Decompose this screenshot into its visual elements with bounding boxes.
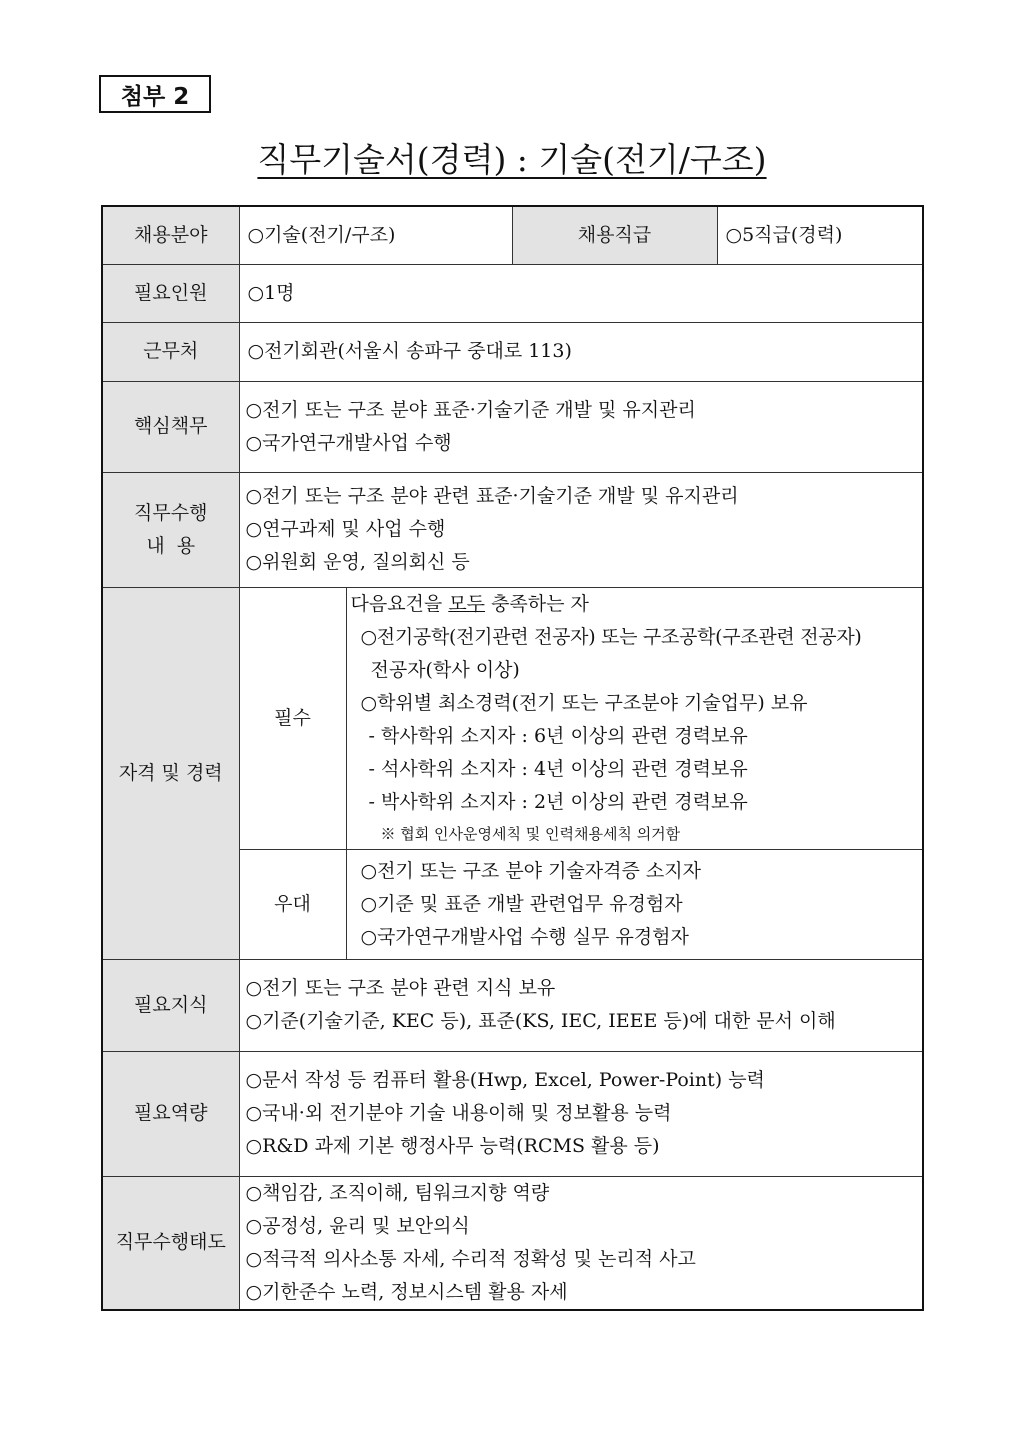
attitude-label: 직무수행태도: [102, 1176, 239, 1310]
required-intro: [351, 588, 923, 621]
list-item: ○국가연구개발사업 수행: [245, 431, 452, 454]
list-item: ○전기 또는 구조 분야 관련 지식 보유: [245, 977, 556, 999]
row-headcount: [102, 264, 923, 322]
list-item: ○전기공학(전기관련 전공자) 또는 구조공학(구조관련 전공자): [360, 625, 862, 648]
competency-value: [239, 1051, 923, 1176]
list-item: ○R&D 과제 기본 행정사무 능력(RCMS 활용 등): [245, 1135, 660, 1157]
required-label: 필수: [239, 587, 346, 849]
workplace-label: 근무처: [102, 322, 239, 381]
list-item: ○국가연구개발사업 수행 실무 유경험자: [360, 925, 689, 948]
core-duties-value: [239, 381, 923, 472]
job-content-label: [102, 472, 239, 587]
attitude-value: [239, 1176, 923, 1310]
list-item: - 박사학위 소지자 : 2년 이상의 관련 경력보유: [368, 790, 748, 813]
list-item: ○연구과제 및 사업 수행: [245, 518, 446, 540]
preferred-label: 우대: [239, 849, 346, 959]
job-content-label-line2: 내 용: [146, 534, 196, 557]
row-core-duties: [102, 381, 923, 472]
workplace-value: ○전기회관(서울시 송파구 중대로 113): [239, 322, 923, 381]
required-intro-suffix: 충족하는 자: [485, 592, 589, 615]
row-workplace: [102, 322, 923, 381]
knowledge-value: [239, 959, 923, 1051]
qualification-label: 자격 및 경력: [102, 587, 239, 959]
list-item: ○위원회 운영, 질의회신 등: [245, 551, 470, 573]
headcount-value: ○1명: [239, 264, 923, 322]
grade-label: 채용직급: [512, 206, 717, 264]
row-competency: [102, 1051, 923, 1176]
document-title-text: 직무기술서(경력) : 기술(전기/구조): [257, 140, 767, 179]
list-item: ○전기 또는 구조 분야 기술자격증 소지자: [360, 859, 701, 882]
preferred-value: [346, 849, 923, 959]
row-knowledge: [102, 959, 923, 1051]
list-item: ○공정성, 윤리 및 보안의식: [245, 1214, 470, 1237]
required-note: ※ 협회 인사운영세칙 및 인력채용세칙 의거함: [380, 824, 681, 843]
list-item: - 석사학위 소지자 : 4년 이상의 관련 경력보유: [368, 757, 748, 780]
grade-value: ○5직급(경력): [717, 206, 923, 264]
job-content-label-line1: 직무수행: [134, 501, 208, 524]
list-item: ○기준(기술기준, KEC 등), 표준(KS, IEC, IEEE 등)에 대한 문서 이해: [245, 1010, 836, 1032]
job-description-table: [101, 205, 924, 1311]
job-content-value: [239, 472, 923, 587]
list-item: ○학위별 최소경력(전기 또는 구조분야 기술업무) 보유: [360, 691, 808, 714]
document-title: [0, 138, 1024, 182]
required-intro-prefix: 다음요건을: [350, 592, 449, 615]
required-intro-emphasis: 모두: [448, 592, 486, 615]
list-item: ○책임감, 조직이해, 팀워크지향 역량: [245, 1181, 550, 1204]
core-duties-label: 핵심책무: [102, 381, 239, 472]
list-item: ○기한준수 노력, 정보시스템 활용 자세: [245, 1280, 568, 1303]
headcount-label: 필요인원: [102, 264, 239, 322]
field-label: 채용분야: [102, 206, 239, 264]
list-item: ○전기 또는 구조 분야 관련 표준·기술기준 개발 및 유지관리: [245, 485, 739, 507]
list-item: ○기준 및 표준 개발 관련업무 유경험자: [360, 892, 683, 915]
row-qualification-required: [102, 587, 923, 849]
list-item: ○국내·외 전기분야 기술 내용이해 및 정보활용 능력: [245, 1102, 672, 1124]
list-item: 전공자(학사 이상): [370, 658, 520, 681]
row-field-grade: [102, 206, 923, 264]
knowledge-label: 필요지식: [102, 959, 239, 1051]
attachment-label: 첨부 2: [99, 75, 211, 113]
list-item: - 학사학위 소지자 : 6년 이상의 관련 경력보유: [368, 724, 748, 747]
list-item: ○문서 작성 등 컴퓨터 활용(Hwp, Excel, Power-Point) 능력: [245, 1069, 765, 1091]
required-value: [346, 587, 923, 849]
row-attitude: [102, 1176, 923, 1310]
competency-label: 필요역량: [102, 1051, 239, 1176]
list-item: ○적극적 의사소통 자세, 수리적 정확성 및 논리적 사고: [245, 1247, 696, 1270]
field-value: ○기술(전기/구조): [239, 206, 512, 264]
list-item: ○전기 또는 구조 분야 표준·기술기준 개발 및 유지관리: [245, 398, 696, 421]
row-job-content: [102, 472, 923, 587]
